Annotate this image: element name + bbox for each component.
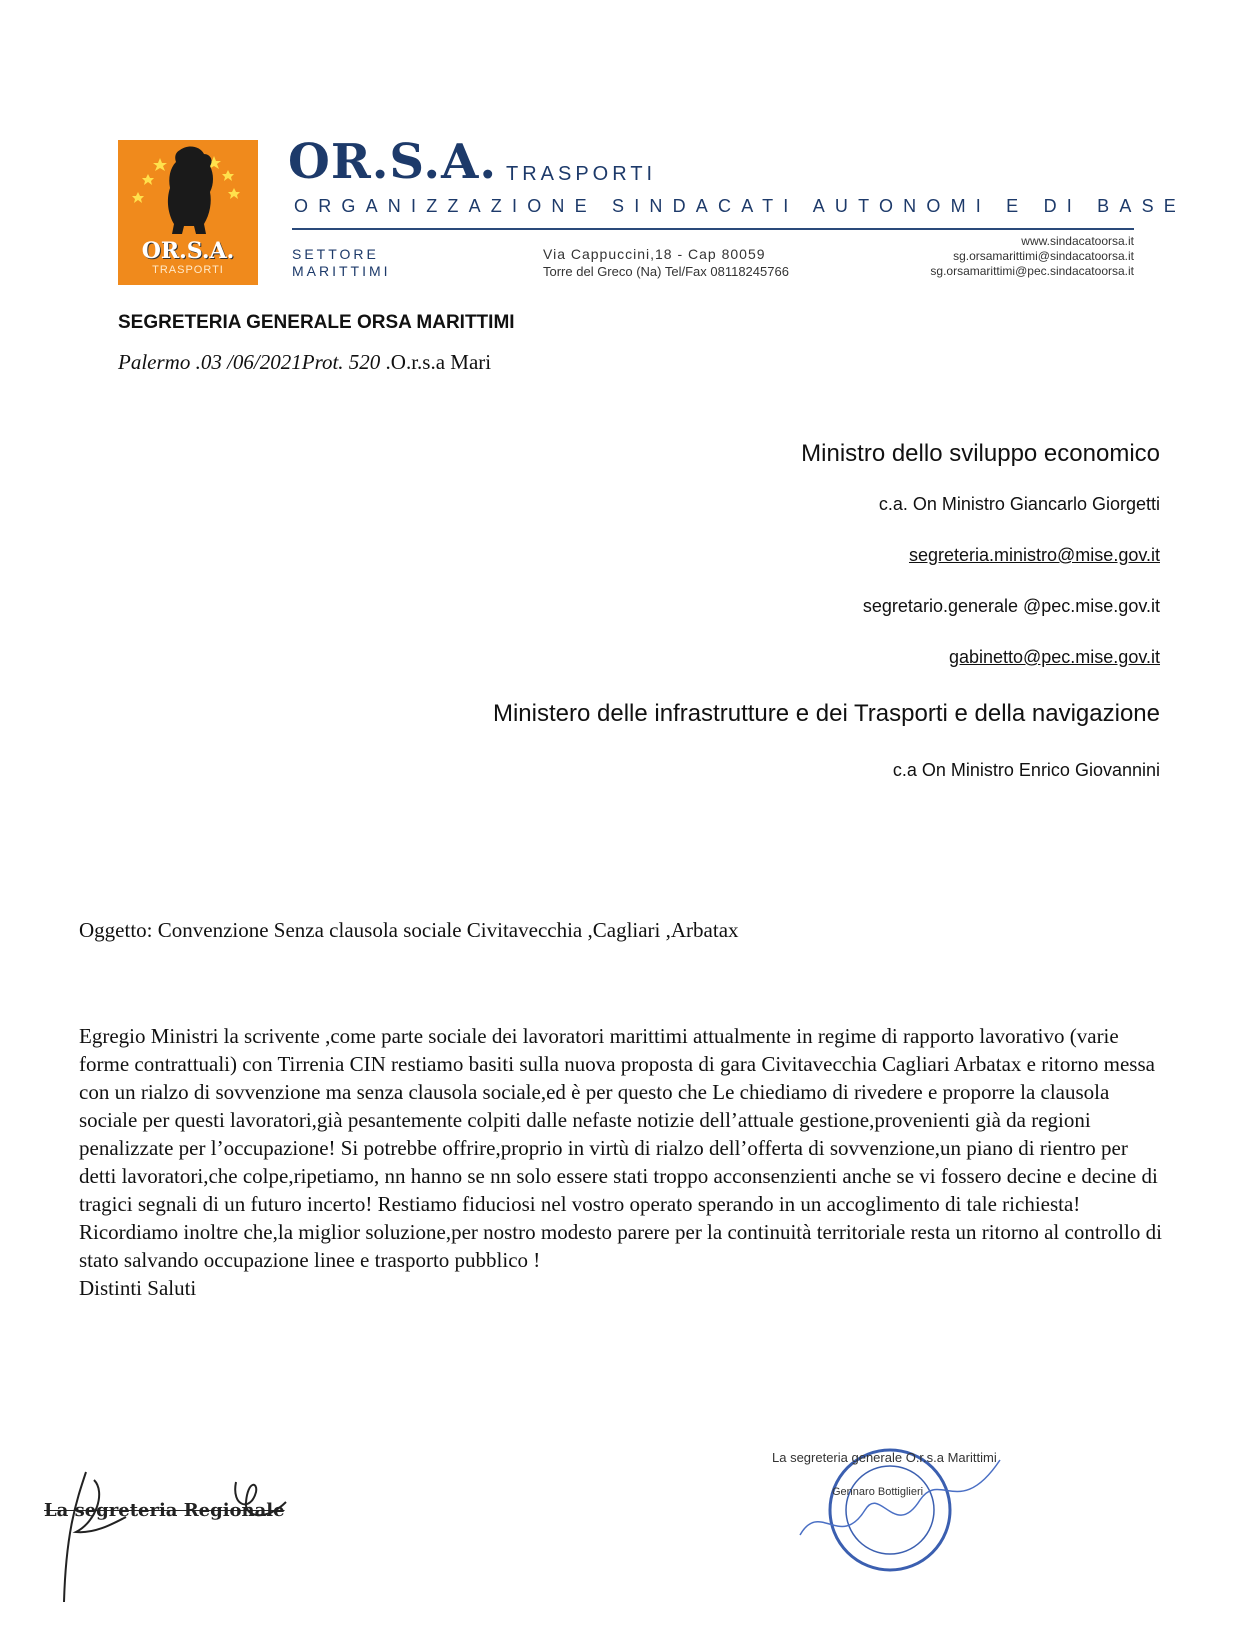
recipient-email-2[interactable]: segretario.generale @pec.mise.gov.it — [862, 596, 1160, 616]
subject-line: Oggetto: Convenzione Senza clausola sociale Civitavecchia ,Cagliari ,Arbatax — [79, 918, 739, 942]
general-secretariat-label: La segreteria generale O.r.s.a Marittimi — [772, 1450, 997, 1465]
website-link[interactable]: www.sindacatoorsa.it — [1021, 234, 1134, 248]
brand-subtitle: TRASPORTI — [506, 163, 657, 185]
orsa-logo — [118, 140, 258, 285]
recipient-minister-2-ca: c.a On Ministro Enrico Giovannini — [892, 760, 1160, 780]
sender-title: SEGRETERIA GENERALE ORSA MARITTIMI — [118, 312, 515, 333]
body-paragraph: Egregio Ministri la scrivente ,come parte sociale dei lavoratori marittimi attualmente in regime di rapporto lavorativo (varie forme contrattuali) con Tirrenia CIN restiamo basiti sulla nuova proposta di gara Civitavecchia Cagliari Arbatax e ritorno messa con un rialzo di sovvenzione ma senza clausola sociale,ed è per questo che Le chiediamo di rivedere e proporre la clausola sociale per questi lavoratori,già pesantemente colpiti dalle nefaste notizie dell’attuale gestione,provenienti già da regioni penalizzate per l’occupazione! Si potrebbe offrire,proprio in virtù di rialzo dell’offerta di sovvenzione,un piano di rientro per detti lavoratori,che colpe,ripetiamo, nn hanno se nn solo essere stati troppo acconsenzienti anche se vi fossero decine e decine di tragici segnali di un futuro incerto! Restiamo fiduciosi nel vostro operato sperando in un accoglimento di tale richiesta! Ricordiamo inoltre che,la miglior soluzione,per nostro modesto parere per la continuità territoriale resta un ritorno al controllo di stato salvando occupazione linee e trasporto pubblico ! — [79, 1024, 1162, 1272]
regional-secretariat-label: La segreteria Regionale — [44, 1500, 285, 1521]
recipient-minister-2: Ministero delle infrastrutture e dei Trasporti e della navigazione — [492, 700, 1160, 727]
address-line-1: Via Cappuccini,18 - Cap 80059 — [543, 246, 766, 262]
sector-label — [292, 246, 391, 280]
pec-link[interactable]: sg.orsamarittimi@pec.sindacatoorsa.it — [930, 264, 1134, 278]
recipient-minister-1-ca: c.a. On Ministro Giancarlo Giorgetti — [878, 494, 1160, 514]
sector-line-2: MARITTIMI — [292, 263, 391, 279]
brand-name: OR.S.A. — [288, 134, 498, 190]
logo-subtitle: TRASPORTI — [152, 264, 224, 276]
logo-name: OR.S.A. — [141, 238, 235, 264]
address-block — [543, 246, 789, 280]
place-date: Palermo .03 /06/2021Prot. 520 — [118, 350, 381, 374]
letterhead-divider — [292, 228, 1134, 230]
closing-greeting: Distinti Saluti — [79, 1276, 197, 1300]
email-link[interactable]: sg.orsamarittimi@sindacatoorsa.it — [953, 249, 1134, 263]
recipient-minister-1: Ministro dello sviluppo economico — [801, 440, 1160, 467]
protocol-suffix: .O.r.s.a Mari — [380, 350, 492, 374]
letter-body — [79, 1022, 1164, 1302]
recipient-email-3[interactable]: gabinetto@pec.mise.gov.it — [948, 647, 1160, 667]
place-date-protocol — [118, 350, 491, 375]
contacts-block — [930, 234, 1134, 279]
address-line-2: Torre del Greco (Na) Tel/Fax 08118245766 — [543, 264, 789, 279]
sector-line-1: SETTORE — [292, 246, 379, 262]
signatory-name: Gennaro Bottiglieri — [832, 1486, 924, 1498]
regional-signature — [36, 1462, 336, 1612]
organization-full-name: ORGANIZZAZIONE SINDACATI AUTONOMI E DI BASE — [294, 196, 1186, 216]
recipient-email-1[interactable]: segreteria.ministro@mise.gov.it — [908, 545, 1160, 565]
